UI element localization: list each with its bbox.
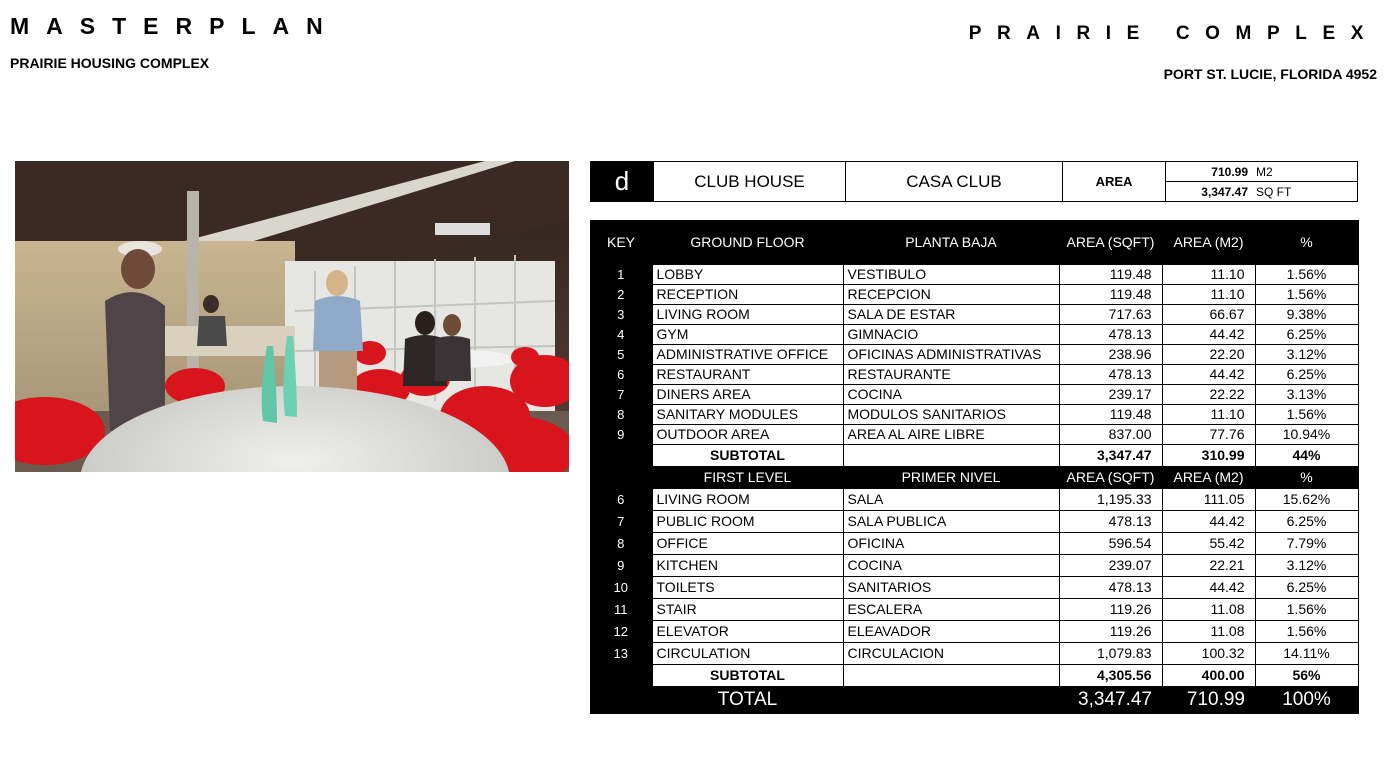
room-area-sqft: 119.26 — [1059, 598, 1162, 620]
table-row — [590, 488, 1358, 510]
building-name-en: CLUB HOUSE — [653, 162, 845, 201]
room-area-sqft: 239.07 — [1059, 554, 1162, 576]
row-key: 9 — [617, 557, 625, 573]
room-area-m2: 11.10 — [1162, 404, 1255, 424]
room-name-es: COCINA — [843, 384, 1059, 404]
room-name-es: SALA — [843, 488, 1059, 510]
room-area-sqft: 478.13 — [1059, 510, 1162, 532]
room-area-m2: 111.05 — [1162, 488, 1255, 510]
room-percent: 7.79% — [1255, 532, 1358, 554]
row-key: 13 — [613, 645, 628, 661]
room-percent: 15.62% — [1255, 488, 1358, 510]
ground-subtotal-row — [590, 444, 1358, 466]
table-row — [590, 384, 1358, 404]
col-header-area-m2: AREA (M2) — [1173, 233, 1244, 250]
table-row — [590, 284, 1358, 304]
room-area-m2: 66.67 — [1162, 304, 1255, 324]
row-key: 5 — [617, 346, 625, 362]
room-percent: 6.25% — [1255, 510, 1358, 532]
room-area-m2: 22.22 — [1162, 384, 1255, 404]
room-area-sqft: 478.13 — [1059, 324, 1162, 344]
total-label: TOTAL — [717, 689, 778, 711]
room-name-es: OFICINA — [843, 532, 1059, 554]
subtotal-m2: 400.00 — [1162, 664, 1255, 686]
room-percent: 14.11% — [1255, 642, 1358, 664]
subtotal-percent: 44% — [1255, 444, 1358, 466]
table-row — [590, 620, 1358, 642]
total-m2: 710.99 — [1186, 689, 1245, 711]
room-name-es: ESCALERA — [843, 598, 1059, 620]
room-percent: 1.56% — [1255, 620, 1358, 642]
room-area-sqft: 717.63 — [1059, 304, 1162, 324]
row-key: 12 — [613, 623, 628, 639]
room-percent: 1.56% — [1255, 264, 1358, 284]
room-name-en: DINERS AREA — [652, 384, 843, 404]
building-name-es: CASA CLUB — [845, 162, 1062, 201]
room-percent: 6.25% — [1255, 324, 1358, 344]
row-key: 4 — [617, 326, 625, 342]
row-key: 8 — [617, 535, 625, 551]
room-area-m2: 11.08 — [1162, 598, 1255, 620]
table-row — [590, 554, 1358, 576]
row-key: 9 — [617, 426, 625, 442]
room-area-m2: 77.76 — [1162, 424, 1255, 444]
room-area-sqft: 119.48 — [1059, 404, 1162, 424]
room-area-sqft: 239.17 — [1059, 384, 1162, 404]
room-percent: 3.12% — [1255, 344, 1358, 364]
table-row — [590, 264, 1358, 284]
col-header-ground-floor: GROUND FLOOR — [690, 233, 805, 250]
room-name-en: CIRCULATION — [652, 642, 843, 664]
room-area-m2: 55.42 — [1162, 532, 1255, 554]
room-percent: 1.56% — [1255, 598, 1358, 620]
section-letter: d — [591, 162, 653, 201]
room-area-m2: 22.20 — [1162, 344, 1255, 364]
row-key: 7 — [617, 513, 625, 529]
table-row — [590, 304, 1358, 324]
col-header-percent: % — [1300, 469, 1313, 485]
col-header-first-level: FIRST LEVEL — [703, 469, 792, 485]
page-subtitle: PRAIRIE HOUSING COMPLEX — [10, 55, 210, 71]
clubhouse-interior-render — [15, 161, 569, 472]
ground-floor-header-row — [590, 220, 1358, 264]
area-label: AREA — [1062, 162, 1165, 201]
col-header-percent: % — [1300, 233, 1313, 250]
area-m2-value: 710.99 — [1211, 164, 1248, 179]
row-key: 6 — [617, 366, 625, 382]
room-percent: 9.38% — [1255, 304, 1358, 324]
room-name-en: KITCHEN — [652, 554, 843, 576]
room-area-sqft: 837.00 — [1059, 424, 1162, 444]
room-area-sqft: 1,195.33 — [1059, 488, 1162, 510]
room-area-sqft: 478.13 — [1059, 364, 1162, 384]
room-area-sqft: 119.48 — [1059, 284, 1162, 304]
col-header-area-sqft: AREA (SQFT) — [1066, 233, 1155, 250]
subtotal-percent: 56% — [1255, 664, 1358, 686]
row-key: 7 — [617, 386, 625, 402]
room-percent: 10.94% — [1255, 424, 1358, 444]
room-name-es: SALA DE ESTAR — [843, 304, 1059, 324]
total-row — [590, 686, 1358, 714]
room-name-es: OFICINAS ADMINISTRATIVAS — [843, 344, 1059, 364]
room-percent: 6.25% — [1255, 576, 1358, 598]
room-name-en: LIVING ROOM — [652, 304, 843, 324]
room-name-es: VESTIBULO — [843, 264, 1059, 284]
total-percent: 100% — [1282, 689, 1331, 711]
row-key: 6 — [617, 491, 625, 507]
room-name-es: RECEPCION — [843, 284, 1059, 304]
col-header-area-sqft: AREA (SQFT) — [1066, 469, 1155, 485]
room-area-sqft: 119.48 — [1059, 264, 1162, 284]
room-name-es: GIMNACIO — [843, 324, 1059, 344]
room-area-m2: 11.08 — [1162, 620, 1255, 642]
room-name-es: SALA PUBLICA — [843, 510, 1059, 532]
first-level-header-row — [590, 466, 1358, 488]
total-sqft: 3,347.47 — [1078, 689, 1152, 711]
room-area-sqft: 596.54 — [1059, 532, 1162, 554]
room-name-en: TOILETS — [652, 576, 843, 598]
room-name-es: RESTAURANTE — [843, 364, 1059, 384]
first-subtotal-row — [590, 664, 1358, 686]
room-name-es: CIRCULACION — [843, 642, 1059, 664]
area-schedule-table — [590, 220, 1359, 714]
room-name-en: LOBBY — [652, 264, 843, 284]
row-key: 10 — [613, 579, 628, 595]
row-key: 3 — [617, 306, 625, 322]
room-name-en: RECEPTION — [652, 284, 843, 304]
table-row — [590, 404, 1358, 424]
room-name-es: SANITARIOS — [843, 576, 1059, 598]
room-area-m2: 44.42 — [1162, 510, 1255, 532]
room-name-es: COCINA — [843, 554, 1059, 576]
row-key: 2 — [617, 286, 625, 302]
project-title: PRAIRIE COMPLEX — [968, 23, 1379, 44]
subtotal-m2: 310.99 — [1162, 444, 1255, 466]
table-row — [590, 364, 1358, 384]
room-area-m2: 11.10 — [1162, 264, 1255, 284]
room-area-m2: 44.42 — [1162, 324, 1255, 344]
room-area-m2: 44.42 — [1162, 576, 1255, 598]
room-area-m2: 11.10 — [1162, 284, 1255, 304]
row-key: 11 — [614, 601, 628, 617]
row-key: 8 — [617, 406, 625, 422]
table-row — [590, 424, 1358, 444]
room-name-en: OFFICE — [652, 532, 843, 554]
table-row — [590, 344, 1358, 364]
col-header-key: KEY — [606, 234, 635, 250]
room-area-sqft: 1,079.83 — [1059, 642, 1162, 664]
room-name-es: MODULOS SANITARIOS — [843, 404, 1059, 424]
area-sqft-value: 3,347.47 — [1201, 184, 1248, 199]
room-percent: 3.12% — [1255, 554, 1358, 576]
room-area-sqft: 478.13 — [1059, 576, 1162, 598]
room-percent: 1.56% — [1255, 284, 1358, 304]
area-sqft-unit: SQ FT — [1256, 184, 1292, 199]
table-row — [590, 576, 1358, 598]
room-area-sqft: 238.96 — [1059, 344, 1162, 364]
table-row — [590, 642, 1358, 664]
room-area-m2: 22.21 — [1162, 554, 1255, 576]
table-row — [590, 598, 1358, 620]
room-name-en: ADMINISTRATIVE OFFICE — [652, 344, 843, 364]
room-area-m2: 44.42 — [1162, 364, 1255, 384]
room-name-en: GYM — [652, 324, 843, 344]
room-name-en: LIVING ROOM — [652, 488, 843, 510]
subtotal-sqft: 4,305.56 — [1059, 664, 1162, 686]
col-header-planta-baja: PLANTA BAJA — [905, 233, 997, 250]
room-name-es: ELEAVADOR — [843, 620, 1059, 642]
room-name-en: SANITARY MODULES — [652, 404, 843, 424]
col-header-area-m2: AREA (M2) — [1173, 469, 1244, 485]
subtotal-label: SUBTOTAL — [652, 444, 843, 466]
room-percent: 6.25% — [1255, 364, 1358, 384]
room-name-en: RESTAURANT — [652, 364, 843, 384]
room-name-en: STAIR — [652, 598, 843, 620]
room-name-en: ELEVATOR — [652, 620, 843, 642]
room-name-es: AREA AL AIRE LIBRE — [843, 424, 1059, 444]
summary-header — [590, 161, 1358, 202]
room-percent: 1.56% — [1255, 404, 1358, 424]
room-name-en: PUBLIC ROOM — [652, 510, 843, 532]
room-area-sqft: 119.26 — [1059, 620, 1162, 642]
row-key: 1 — [617, 266, 625, 282]
page-title: MASTERPLAN — [10, 13, 340, 39]
area-values — [1165, 162, 1357, 201]
room-name-en: OUTDOOR AREA — [652, 424, 843, 444]
subtotal-label: SUBTOTAL — [652, 664, 843, 686]
room-percent: 3.13% — [1255, 384, 1358, 404]
subtotal-sqft: 3,347.47 — [1059, 444, 1162, 466]
col-header-primer-nivel: PRIMER NIVEL — [901, 469, 1001, 485]
table-row — [590, 532, 1358, 554]
project-location: PORT ST. LUCIE, FLORIDA 4952 — [1163, 66, 1377, 82]
area-m2-unit: M2 — [1256, 164, 1273, 179]
room-area-m2: 100.32 — [1162, 642, 1255, 664]
table-row — [590, 510, 1358, 532]
table-row — [590, 324, 1358, 344]
